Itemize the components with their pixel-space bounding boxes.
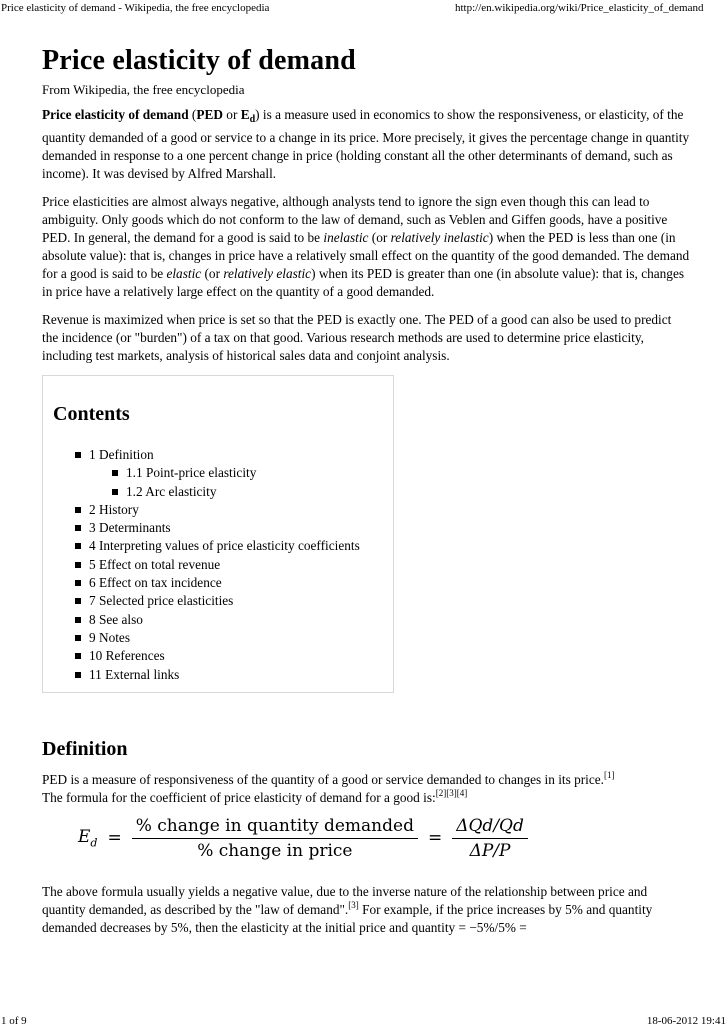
toc-item-history[interactable]: 2 History [75, 501, 360, 519]
ped-formula: $E_d$ = $\frac{\text{\% change in quantity demanded}}{\text{\% change in price}}$ = $\frac{\text{ΔQd/Qd}}{\Delta P/P}$ [78, 811, 690, 865]
toc-item-selected-elasticities[interactable]: 7 Selected price elasticities [75, 592, 360, 610]
toc-item-point-price-elasticity[interactable]: 1.1 Point-price elasticity [112, 464, 360, 482]
paragraph-2: Price elasticities are almost always negative, although analysts tend to ignore the sign even though this can lead to ambiguity. Only goods which do not conform to the law of demand, such as Veblen and Giffen goods, have a positive PED. In general, the demand for a good is said to be inelastic (or relatively inelastic) when the PED is less than one (in absolute value): that is, changes in price have a relatively small effect on the quantity of the good demanded. The demand for a good is said to be elastic (or relatively elastic) when its PED is greater than one (in absolute value): that is, changes in price have a relatively large effect on the quantity of a good demanded. [42, 194, 690, 299]
print-datetime: 18-06-2012 19:41 [646, 1015, 726, 1027]
paragraph-3: Revenue is maximized when price is set so that the PED is exactly one. The PED of a good can also be used to predict the incidence (or "burden") of a tax on that good. Various research methods are used to determine price elasticity, including test markets, analysis of historical sales data and conjoint analysis. [42, 312, 672, 363]
page-number: 1 of 9 [1, 1015, 27, 1027]
intro-abbr: PED [196, 107, 223, 122]
intro-term: Price elasticity of demand [42, 107, 189, 122]
toc-item-total-revenue[interactable]: 5 Effect on total revenue [75, 556, 360, 574]
formula-fraction-words: $\frac{\text{\% change in quantity demanded}}{\text{\% change in price}}$ [132, 816, 418, 861]
toc-item-definition[interactable]: 1 Definition [75, 446, 360, 464]
definition-paragraph-3: The above formula usually yields a negative value, due to the inverse nature of the relationship between price and quantity demanded, as described by the "law of demand".[3] For example, if the price increases by 5% and quantity demanded decreases by 5%, then the elasticity at the initial price and quantity = −5%/5% = [42, 884, 653, 935]
intro-symbol: $E_d$ [240, 107, 256, 125]
toc-item-see-also[interactable]: 8 See also [75, 611, 360, 629]
toc-item-references[interactable]: 10 References [75, 647, 360, 665]
definition-heading: Definition [42, 738, 128, 760]
footnote-ref-2-4[interactable]: [2][3][4] [435, 788, 468, 798]
toc-item-determinants[interactable]: 3 Determinants [75, 519, 360, 537]
toc-title: Contents [53, 403, 130, 425]
toc-item-arc-elasticity[interactable]: 1.2 Arc elasticity [112, 483, 360, 501]
table-of-contents [42, 375, 394, 693]
page-title: Price elasticity of demand [42, 45, 356, 76]
toc-item-notes[interactable]: 9 Notes [75, 629, 360, 647]
toc-item-external-links[interactable]: 11 External links [75, 666, 360, 684]
footnote-ref-3[interactable]: [3] [348, 900, 359, 910]
toc-item-interpreting-values[interactable]: 4 Interpreting values of price elasticity coefficients [75, 537, 360, 555]
page-subtitle: From Wikipedia, the free encyclopedia [42, 82, 245, 97]
article-content [42, 40, 690, 947]
print-header [0, 0, 728, 16]
toc-list [75, 446, 360, 684]
footnote-ref-1[interactable]: [1] [604, 770, 615, 780]
intro-paragraph: Price elasticity of demand (PED or $E_d$) is a measure used in economics to show the responsiveness, or elasticity, of the quantity demanded of a good or service to a change in its price. More precisely, it gives the percentage change in quantity demanded in response to a one percent change in price (holding constant all the other determinants of demand, such as income). It was devised by Alfred Marshall. [42, 107, 690, 181]
toc-item-tax-incidence[interactable]: 6 Effect on tax incidence [75, 574, 360, 592]
print-header-title: Price elasticity of demand - Wikipedia, the free encyclopedia [1, 2, 270, 14]
print-header-url[interactable]: http://en.wikipedia.org/wiki/Price_elasticity_of_demand [455, 2, 704, 14]
formula-fraction-symbols: $\frac{\text{ΔQd/Qd}}{\Delta P/P}$ [452, 816, 528, 861]
print-footer [0, 1014, 728, 1030]
definition-paragraph-1: PED is a measure of responsiveness of the quantity of a good or service demanded to changes in its price.[1] The formula for the coefficient of price elasticity of demand for a good is:[2][3][4] [42, 770, 615, 805]
formula-lhs: $E_d$ [78, 826, 98, 850]
